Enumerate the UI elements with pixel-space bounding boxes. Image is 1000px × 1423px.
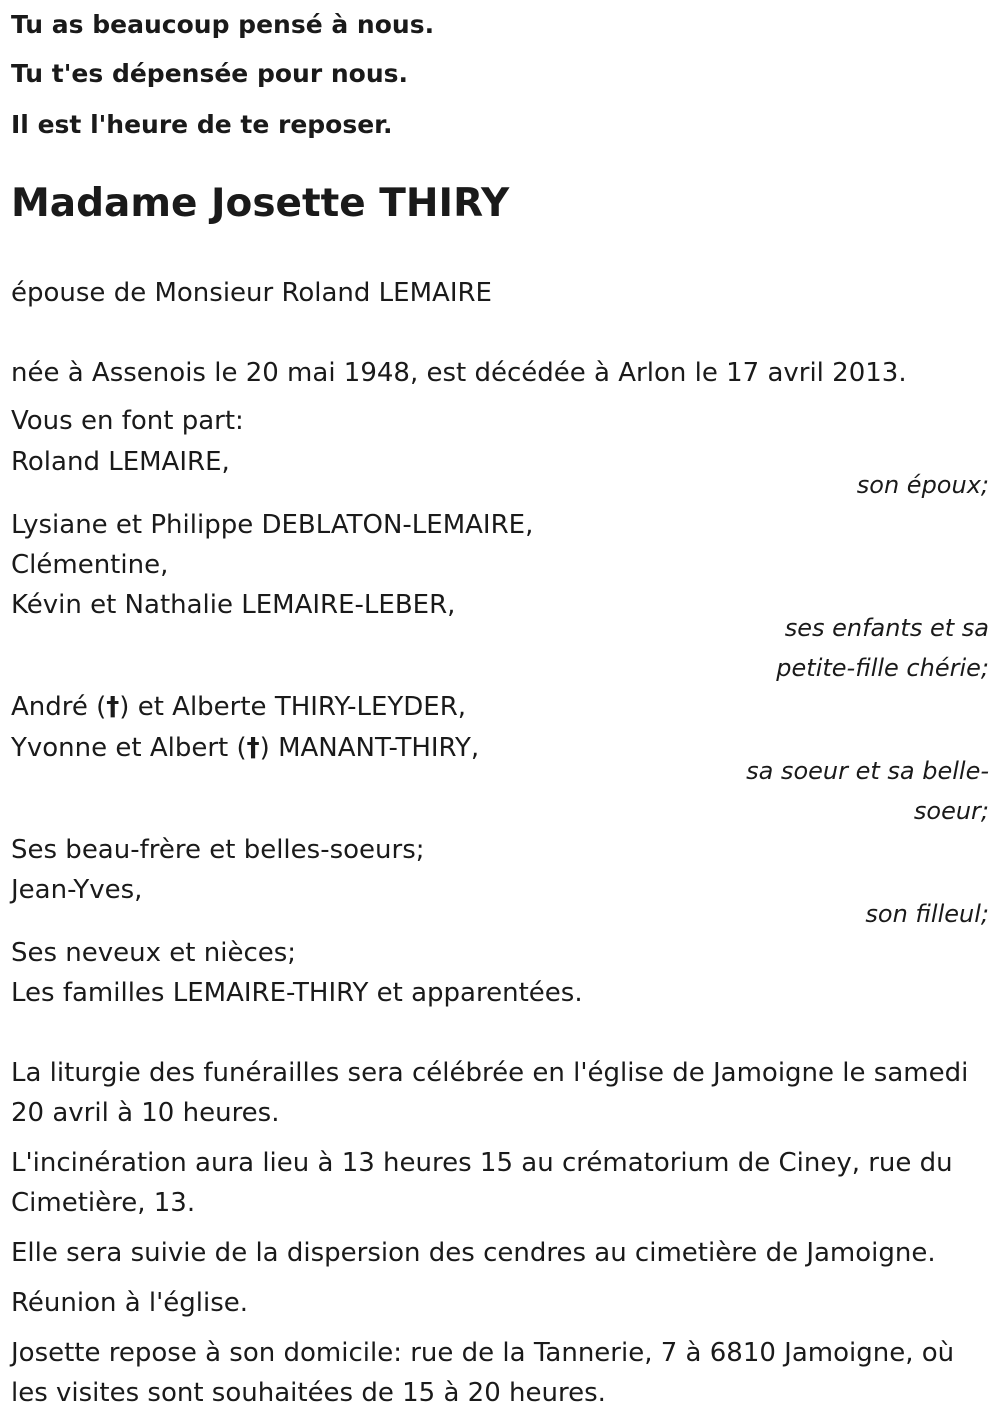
cremation-paragraph: L'incinération aura lieu à 13 heures 15 au crématorium de Ciney, rue du Cimetière, 13. [11,1148,953,1218]
relation-label: soeur; [913,797,989,825]
family-line: Les familles LEMAIRE-THIRY et apparentées. [11,978,583,1008]
dispersion-paragraph: Elle sera suivie de la dispersion des cendres au cimetière de Jamoigne. [11,1238,936,1268]
family-line: Clémentine, [11,550,169,580]
family-line: Kévin et Nathalie LEMAIRE-LEBER, [11,590,456,620]
family-line: Ses beau-frère et belles-soeurs; [11,835,425,865]
relation-label: sa soeur et sa belle- [746,757,989,785]
family-line-text: Yvonne et Albert ( [11,733,247,763]
birth-death-line: née à Assenois le 20 mai 1948, est décédée à Arlon le 17 avril 2013. [11,358,907,388]
visitation-paragraph: Josette repose à son domicile: rue de la Tannerie, 7 à 6810 Jamoigne, où les visites sont souhaitées de 15 à 20 heures. [11,1338,955,1408]
spouse-line: épouse de Monsieur Roland LEMAIRE [11,278,492,308]
relation-label: son époux; [856,471,989,499]
family-line: Roland LEMAIRE, [11,447,230,477]
family-line-text: André ( [11,692,107,722]
poem-line: Tu t'es dépensée pour nous. [11,59,408,88]
family-line-text: ) et Alberte THIRY-LEYDER, [119,692,467,722]
family-line-text: ) MANANT-THIRY, [259,733,480,763]
family-line: Ses neveux et nièces; [11,938,297,968]
family-line: Jean-Yves, [11,875,143,905]
relation-label: son filleul; [865,900,989,928]
relation-label: petite-fille chérie; [776,654,989,682]
relation-label: ses enfants et sa [784,614,989,642]
deceased-name: Madame Josette THIRY [11,181,510,226]
family-line [11,732,479,764]
reunion-paragraph: Réunion à l'église. [11,1288,249,1318]
family-line: Lysiane et Philippe DEBLATON-LEMAIRE, [11,510,534,540]
poem-line: Il est l'heure de te reposer. [11,110,393,139]
cross-icon: † [246,733,260,763]
announce-intro: Vous en font part: [11,406,244,436]
cross-icon: † [106,692,120,722]
family-line [11,691,466,723]
ceremony-paragraph: La liturgie des funérailles sera célébrée en l'église de Jamoigne le samedi 20 avril à 10 heures. [11,1058,969,1128]
poem-line: Tu as beaucoup pensé à nous. [11,10,435,39]
